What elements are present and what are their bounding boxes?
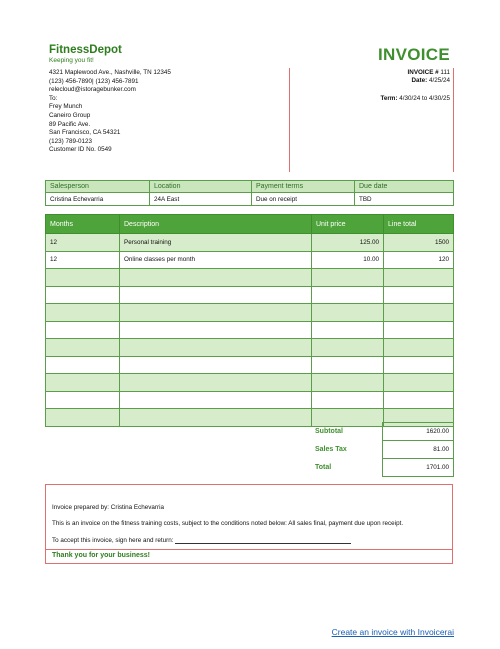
- header-description: Description: [120, 215, 312, 234]
- line-total-cell: [384, 321, 454, 339]
- totals-table: [45, 422, 454, 477]
- unit-price-cell: [312, 304, 384, 322]
- description-cell: [120, 321, 312, 339]
- header-due-date: Due date: [355, 181, 454, 193]
- line-total-cell: [384, 356, 454, 374]
- phone-line: (123) 456-7890| (123) 456-7891: [49, 77, 139, 85]
- invoice-number-value: 111: [440, 69, 450, 76]
- tax-row: [45, 441, 454, 459]
- months-cell: 12: [46, 251, 120, 269]
- unit-price-cell: [312, 374, 384, 392]
- unit-price-cell: [312, 339, 384, 357]
- invoice-term-value: 4/30/24 to 4/30/25: [399, 95, 450, 102]
- tax-label: Sales Tax: [315, 446, 347, 453]
- salesperson-value: Cristina Echevarria: [46, 193, 150, 206]
- subtotal-label: Subtotal: [315, 428, 343, 435]
- info-table: [45, 180, 454, 206]
- signature-line[interactable]: [175, 537, 351, 544]
- unit-price-cell: 10.00: [312, 251, 384, 269]
- header-salesperson: Salesperson: [46, 181, 150, 193]
- table-row: [46, 234, 454, 252]
- bill-to-city: San Francisco, CA 54321: [49, 129, 121, 137]
- items-table: [45, 214, 454, 427]
- table-row: [46, 251, 454, 269]
- unit-price-cell: 125.00: [312, 234, 384, 252]
- prepared-by: Invoice prepared by: Cristina Echevarria: [52, 504, 164, 511]
- description-cell: [120, 391, 312, 409]
- unit-price-cell: [312, 391, 384, 409]
- notes-box: [45, 484, 453, 564]
- line-total-cell: [384, 286, 454, 304]
- months-cell: [46, 321, 120, 339]
- line-total-cell: 1500: [384, 234, 454, 252]
- bill-to-customer-id: Customer ID No. 0549: [49, 146, 112, 154]
- thank-you-text: Thank you for your business!: [52, 552, 151, 559]
- company-address: [49, 69, 171, 155]
- header-divider-left: [289, 68, 290, 172]
- address-line: 4321 Maplewood Ave., Nashville, TN 12345: [49, 69, 171, 76]
- total-row: [45, 459, 454, 477]
- months-cell: [46, 339, 120, 357]
- table-row: [46, 374, 454, 392]
- header-unit-price: Unit price: [312, 215, 384, 234]
- description-cell: [120, 304, 312, 322]
- invoice-date-value: 4/25/24: [428, 77, 450, 84]
- months-cell: [46, 356, 120, 374]
- subtotal-value: 1620.00: [383, 423, 454, 441]
- line-total-cell: [384, 269, 454, 287]
- months-cell: 12: [46, 234, 120, 252]
- header-months: Months: [46, 215, 120, 234]
- notes-divider: [46, 549, 452, 550]
- months-cell: [46, 286, 120, 304]
- due-date-value: TBD: [355, 193, 454, 206]
- description-cell: [120, 269, 312, 287]
- table-row: [46, 391, 454, 409]
- line-total-cell: [384, 391, 454, 409]
- months-cell: [46, 304, 120, 322]
- bill-to-label: To:: [49, 94, 58, 102]
- table-row: [46, 286, 454, 304]
- info-header-row: [46, 181, 454, 193]
- invoice-title: INVOICE: [377, 45, 450, 64]
- bill-to-name: Frey Munch: [49, 103, 83, 111]
- header-location: Location: [150, 181, 252, 193]
- description-cell: [120, 339, 312, 357]
- header-divider-right: [453, 68, 454, 172]
- location-value: 24A East: [150, 193, 252, 206]
- header-payment-terms: Payment terms: [252, 181, 355, 193]
- table-row: [46, 321, 454, 339]
- months-cell: [46, 374, 120, 392]
- accept-text: To accept this invoice, sign here and return:: [52, 537, 174, 544]
- months-cell: [46, 391, 120, 409]
- line-total-cell: [384, 304, 454, 322]
- table-row: [46, 339, 454, 357]
- invoice-term: [380, 95, 450, 102]
- line-total-cell: [384, 374, 454, 392]
- bill-to-company: Caneiro Group: [49, 111, 91, 119]
- description-cell: Online classes per month: [120, 251, 312, 269]
- unit-price-cell: [312, 356, 384, 374]
- invoice-term-label: Term:: [380, 95, 398, 102]
- total-value: 1701.00: [383, 459, 454, 477]
- company-name: FitnessDepot: [49, 44, 122, 56]
- items-header-row: [46, 215, 454, 234]
- months-cell: [46, 269, 120, 287]
- unit-price-cell: [312, 269, 384, 287]
- accept-line: [52, 537, 351, 544]
- unit-price-cell: [312, 321, 384, 339]
- description-cell: [120, 356, 312, 374]
- invoice-date: [411, 77, 450, 84]
- header-line-total: Line total: [384, 215, 454, 234]
- info-value-row: [46, 193, 454, 206]
- table-row: [46, 269, 454, 287]
- invoice-number-label: INVOICE #: [407, 69, 439, 76]
- description-cell: [120, 374, 312, 392]
- table-row: [46, 356, 454, 374]
- tax-value: 81.00: [383, 441, 454, 459]
- create-invoice-link[interactable]: Create an invoice with Invoicerai: [331, 627, 454, 637]
- description-cell: [120, 286, 312, 304]
- payment-terms-value: Due on receipt: [252, 193, 355, 206]
- unit-price-cell: [312, 286, 384, 304]
- bill-to-street: 89 Pacific Ave.: [49, 120, 91, 128]
- bill-to-phone: (123) 789-0123: [49, 137, 93, 145]
- line-total-cell: 120: [384, 251, 454, 269]
- table-row: [46, 304, 454, 322]
- email-line: relecloud@istoragebunker.com: [49, 86, 136, 94]
- invoice-date-label: Date:: [411, 77, 428, 84]
- line-total-cell: [384, 339, 454, 357]
- company-tagline: Keeping you fit!: [49, 57, 94, 64]
- subtotal-row: [45, 423, 454, 441]
- conditions-text: This is an invoice on the fitness training costs, subject to the conditions noted below: All sales final, payment due upon receipt.: [52, 520, 404, 527]
- description-cell: Personal training: [120, 234, 312, 252]
- invoice-number: [408, 69, 450, 76]
- total-label: Total: [315, 464, 332, 471]
